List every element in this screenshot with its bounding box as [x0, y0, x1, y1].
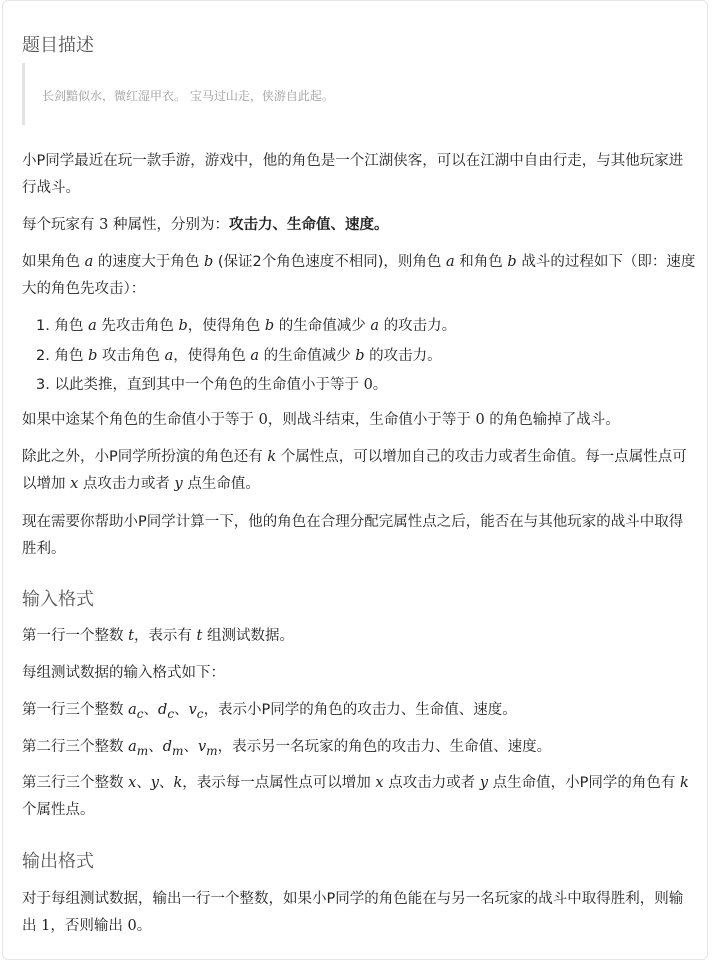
math: k — [173, 775, 183, 791]
math: x — [70, 476, 79, 492]
math: k — [679, 775, 689, 791]
text: 第二行三个整数 — [22, 739, 129, 755]
text: 个属性点。 — [22, 802, 95, 818]
math: 3 — [99, 217, 109, 233]
text: 第三行三个整数 — [22, 775, 129, 791]
text: 组测试数据。 — [202, 628, 294, 644]
math: y — [174, 476, 183, 492]
math: b — [178, 318, 188, 334]
math: x — [128, 775, 137, 791]
text: 2. — [36, 347, 55, 364]
blockquote — [22, 63, 698, 125]
text: 、 — [330, 217, 345, 233]
text: 第一行一个整数 — [22, 628, 129, 644]
problem-card — [2, 0, 708, 960]
text: 如果角色 — [22, 254, 85, 270]
text: 、 — [136, 775, 151, 791]
quote-text: 长剑黯似水，微红湿甲衣。 宝马过山走，侠游自此起。 — [42, 89, 334, 103]
text: 战斗的过程如下（即：速度大的角色先攻击）： — [22, 254, 696, 297]
battle-steps-list — [22, 312, 456, 401]
math-sub: m — [172, 743, 184, 758]
math-var: d — [158, 702, 168, 718]
math: b — [264, 318, 275, 334]
text: 。 — [373, 217, 389, 233]
text: ，表示每一点属性点可以增加 — [182, 775, 376, 791]
math — [158, 702, 175, 721]
text: ，则战斗结束，生命值小于等于 — [267, 412, 476, 428]
math — [128, 739, 149, 758]
text: 的角色输掉了战斗。 — [484, 412, 620, 428]
math: 0 — [258, 412, 268, 428]
math-sub: m — [206, 743, 218, 758]
text: 对于每组测试数据，输出一行一个整数，如果小P同学的角色能在与另一名玩家的战斗中取得胜利，则输出 — [22, 891, 684, 934]
text: 攻击角色 — [97, 347, 165, 364]
attr-speed: 速度 — [344, 217, 374, 233]
text: 、 — [174, 702, 189, 718]
text: 1. — [36, 318, 55, 334]
text: ，表示小P同学的角色的攻击力、生命值、速度。 — [203, 702, 517, 718]
math: a — [370, 318, 380, 334]
math — [128, 702, 144, 721]
text: 角色 — [54, 318, 89, 334]
attr-attack: 攻击力 — [228, 217, 273, 233]
attributes-paragraph — [22, 212, 696, 239]
output-paragraph — [22, 886, 696, 940]
attr-hp: 生命值 — [286, 217, 331, 233]
math-var: v — [197, 739, 207, 755]
text: 的攻击力。 — [364, 347, 442, 364]
section-title-output: 输出格式 — [22, 851, 94, 872]
text: 第一行三个整数 — [22, 702, 129, 718]
text: 每个玩家有 — [22, 217, 100, 233]
text: 、 — [148, 739, 163, 755]
math: t — [128, 628, 134, 644]
math: 1 — [41, 918, 51, 934]
text: 点攻击力或者 — [383, 775, 480, 791]
math: b — [203, 254, 214, 270]
text: 如果中途某个角色的生命值小于等于 — [22, 412, 259, 428]
math-var: d — [162, 739, 173, 755]
end-rule-paragraph — [22, 407, 696, 434]
input-line-5 — [22, 770, 696, 824]
list-item — [22, 312, 456, 342]
math: t — [196, 628, 203, 644]
text: ，使得角色 — [187, 318, 265, 334]
text: 先攻击角色 — [96, 318, 179, 334]
math: a — [164, 347, 174, 364]
text: (保证2个角色速度不相同)，则角色 — [213, 254, 447, 270]
math: a — [446, 254, 455, 270]
text: 、 — [143, 702, 159, 718]
text: 。 — [136, 918, 152, 934]
task-paragraph: 现在需要你帮助小P同学计算一下，他的角色在合理分配完属性点之后，能否在与其他玩家的战斗中取得胜利。 — [22, 514, 684, 557]
rule-paragraph — [22, 249, 696, 303]
text: 以此类推，直到其中一个角色的生命值小于等于 — [54, 377, 364, 393]
math: a — [84, 254, 94, 270]
text: 种属性，分别为： — [108, 217, 229, 233]
math: a — [88, 318, 97, 334]
math-var: a — [128, 702, 137, 718]
text: 角色 — [54, 347, 89, 364]
math: 0 — [475, 412, 485, 428]
text: 。 — [372, 377, 388, 393]
math — [162, 739, 184, 758]
math: 0 — [363, 377, 373, 393]
math: y — [150, 775, 159, 791]
math: a — [250, 347, 259, 364]
list-item — [22, 371, 456, 401]
text: 、 — [159, 775, 174, 791]
math-sub: c — [167, 706, 175, 721]
math: 0 — [127, 918, 137, 934]
math: b — [507, 254, 517, 270]
extra-paragraph — [22, 444, 696, 498]
text: 的攻击力。 — [379, 318, 457, 334]
text: 点生命值。 — [182, 476, 260, 492]
input-line-1 — [22, 623, 696, 650]
math: k — [267, 449, 277, 465]
math: b — [88, 347, 98, 364]
input-line-4 — [22, 734, 696, 765]
text: 的生命值减少 — [274, 318, 371, 334]
text: ，表示另一名玩家的角色的攻击力、生命值、速度。 — [217, 739, 552, 755]
text: 和角色 — [454, 254, 508, 270]
section-title-input: 输入格式 — [22, 589, 94, 610]
input-line-2: 每组测试数据的输入格式如下： — [22, 665, 225, 681]
math — [197, 739, 218, 758]
text: ，表示有 — [133, 628, 197, 644]
intro-paragraph: 小P同学最近在玩一款手游，游戏中，他的角色是一个江湖侠客，可以在江湖中自由行走，与其他玩家进行战斗。 — [22, 153, 684, 196]
math-sub: c — [196, 706, 204, 721]
math-sub: c — [136, 706, 144, 721]
list-item — [22, 342, 456, 372]
text: ，否则输出 — [50, 918, 128, 934]
text: 的速度大于角色 — [93, 254, 204, 270]
math: b — [355, 347, 365, 364]
text: 个属性点，可以增加自己的攻击力或者生命值。每一点属性点可以增加 — [22, 449, 687, 492]
text: ，使得角色 — [173, 347, 251, 364]
text: 除此之外，小P同学所扮演的角色还有 — [22, 449, 268, 465]
math: y — [479, 775, 489, 791]
text: 点攻击力或者 — [78, 476, 175, 492]
text: 的生命值减少 — [259, 347, 356, 364]
section-title-description: 题目描述 — [22, 35, 94, 56]
math-var: a — [128, 739, 137, 755]
text: 点生命值，小P同学的角色有 — [488, 775, 680, 791]
math — [188, 702, 204, 721]
text: 、 — [183, 739, 198, 755]
text: 3. — [36, 377, 55, 393]
math-sub: m — [136, 743, 149, 758]
math: x — [375, 775, 384, 791]
text: 、 — [272, 217, 287, 233]
input-line-3 — [22, 697, 696, 728]
math-var: v — [188, 702, 197, 718]
